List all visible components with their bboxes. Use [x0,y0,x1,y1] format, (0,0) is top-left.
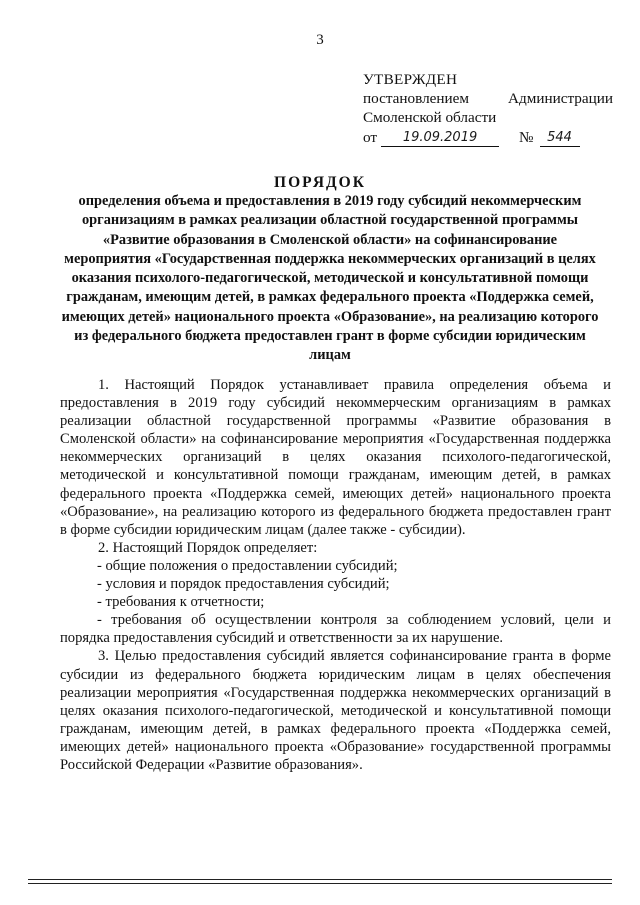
document-subtitle: определения объема и предоставления в 2019 году субсидий некоммерческим организациям в рамках реализации областной государственной программы «Развитие образования в Смоленской области» на софинансирование мероприятия «Государственная поддержка некоммерческих организаций в целях оказания психолого-педагогической, методической и консультативной помощи гражданам, имеющим детей, в рамках федерального проекта «Поддержка семей, имеющих детей» национального проекта «Образование», на реализацию которого из федерального бюджета предоставлен грант в форме субсидии юридическим лицам [61,193,599,364]
paragraph-1: 1. Настоящий Порядок устанавливает правила определения объема и предоставления в 2019 году субсидий некоммерческим организациям в рамках реализации областной государственной программы «Развитие образования в Смоленской области» на софинансирование мероприятия «Государственная поддержка некоммерческих организаций в целях оказания психолого-педагогической, методической и консультативной помощи гражданам, имеющим детей, в рамках федерального проекта «Поддержка семей, имеющих детей» национального проекта «Образование», на реализацию которого из федерального бюджета предоставлен грант в форме субсидии юридическим лицам (далее также - субсидии). [60,377,611,538]
approval-heading: УТВЕРЖДЕН [363,71,458,88]
footer-divider [28,883,612,884]
paragraph-3: 3. Целью предоставления субсидий является софинансирование гранта в форме субсидии из федерального бюджета юридическим лицам в целях обеспечения реализации мероприятия «Государственная поддержка некоммерческих организаций в целях оказания психолого-педагогической, методической и консультативной помощи гражданам, имеющим детей, в рамках федерального проекта «Поддержка семей, имеющих детей» национального проекта «Образование» государственной программы Российской Федерации «Развитие образования». [60,648,611,773]
approval-date-row [363,128,613,147]
list-item: - требования об осуществлении контроля за соблюдением условий, цели и порядка предоставления субсидий и ответственности за их нарушение. [60,612,611,647]
list-item: - общие положения о предоставлении субсидий; [97,557,398,574]
approval-issuer-left: постановлением [363,90,470,107]
date-prefix: от [363,129,378,146]
footer-divider [28,879,612,880]
list-item: - требования к отчетности; [97,594,265,611]
handwritten-date: 19.09.2019 [381,130,499,147]
paragraph-2: 2. Настоящий Порядок определяет: [98,539,318,556]
approval-region: Смоленской области [363,109,497,126]
approval-issuer-line [363,89,613,108]
list-item: - условия и порядок предоставления субсидий; [97,576,390,593]
approval-issuer-right: Администрации [508,90,613,107]
document-body [60,376,611,774]
page-number: 3 [316,32,324,48]
number-label: № [519,129,534,146]
handwritten-number: 544 [540,130,580,147]
document-title: ПОРЯДОК [274,174,366,191]
approval-stamp [363,70,613,147]
